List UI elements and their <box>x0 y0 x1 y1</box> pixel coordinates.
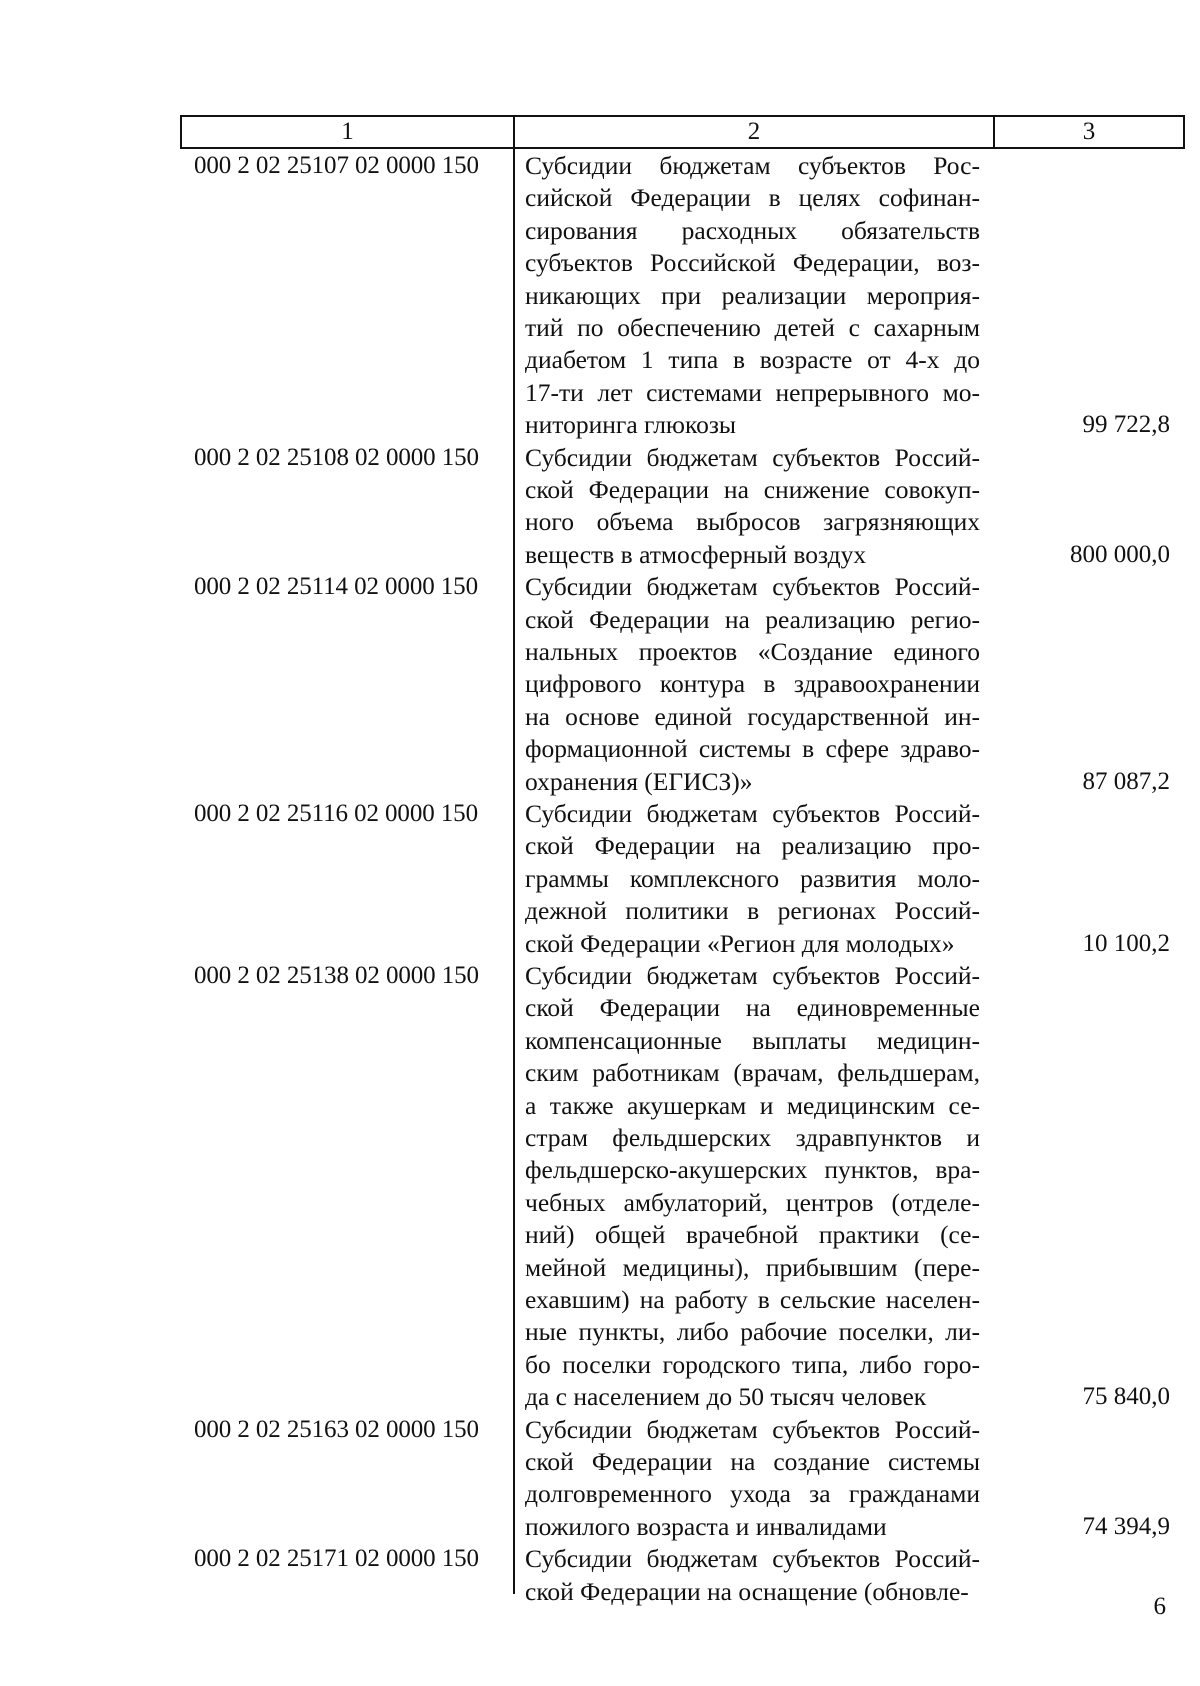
amount: 74 394,9 <box>1082 1512 1170 1540</box>
description-line: чебных амбулаторий, центров (отделе- <box>525 1187 980 1217</box>
description <box>525 150 980 442</box>
column-header-1: 1 <box>341 118 354 145</box>
description-line: ским работникам (врачам, фельдшерам, <box>525 1058 980 1088</box>
table-right-border <box>1183 115 1185 149</box>
description-line: субъектов Российской Федерации, воз- <box>525 248 980 278</box>
description-line: Субсидии бюджетам субъектов Россий- <box>525 961 980 990</box>
table-row <box>0 1414 1200 1544</box>
column-header-2: 2 <box>747 118 761 145</box>
description-line: ской Федерации на оснащение (обновле- <box>525 1576 969 1606</box>
budget-code: 000 2 02 25171 02 0000 150 <box>194 1545 479 1573</box>
description-line: страм фельдшерских здравпунктов и <box>525 1122 980 1152</box>
amount: 75 840,0 <box>1082 1383 1170 1411</box>
description-line: ской Федерации на создание системы <box>525 1446 980 1476</box>
description-line: Субсидии бюджетам субъектов Россий- <box>525 1544 980 1574</box>
table-row <box>0 571 1200 798</box>
description-line: ской Федерации на реализацию регио- <box>525 604 980 634</box>
table-row <box>0 1543 1200 1608</box>
description-line: 17-ти лет системами непрерывного мо- <box>525 377 980 407</box>
description-line: Субсидии бюджетам субъектов Рос- <box>525 151 980 180</box>
description <box>525 571 980 798</box>
description-line: фельдшерско-акушерских пунктов, вра- <box>525 1155 980 1185</box>
description-line: тий по обеспечению детей с сахарным <box>525 312 980 342</box>
amount: 10 100,2 <box>1082 929 1170 957</box>
description-line: долговременного ухода за гражданами <box>525 1479 980 1509</box>
description-line: диабетом 1 типа в возрасте от 4-х до <box>525 345 980 375</box>
amount: 800 000,0 <box>1070 540 1170 568</box>
table-row <box>0 442 1200 572</box>
description-line: бо поселки городского типа, либо горо- <box>525 1349 980 1379</box>
description-line: ного объема выбросов загрязняющих <box>525 507 980 537</box>
header-bottom-border <box>180 147 1185 149</box>
description-line: Субсидии бюджетам субъектов Россий- <box>525 442 980 472</box>
description-line: ний) общей врачебной практики (се- <box>525 1220 980 1250</box>
description <box>525 1543 980 1608</box>
description-line: ской Федерации на реализацию про- <box>525 831 980 861</box>
description-line: охранения (ЕГИСЗ)» <box>525 766 753 796</box>
budget-code: 000 2 02 25138 02 0000 150 <box>194 962 479 989</box>
description-line: Субсидии бюджетам субъектов Россий- <box>525 1414 980 1444</box>
description <box>525 960 980 1413</box>
description-line: ехавшим) на работу в сельские населен- <box>525 1284 980 1314</box>
description-line: ниторинга глюкозы <box>525 410 737 440</box>
description-line: граммы комплексного развития моло- <box>525 863 980 893</box>
page-number: 6 <box>1153 1593 1166 1620</box>
amount: 99 722,8 <box>1082 411 1170 439</box>
description-line: ской Федерации на снижение совокуп- <box>525 474 980 504</box>
description-line: Субсидии бюджетам субъектов Россий- <box>525 799 980 828</box>
description-line: компенсационные выплаты медицин- <box>525 1025 980 1055</box>
description-line: нальных проектов «Создание единого <box>525 636 980 666</box>
description-line: а также акушеркам и медицинским се- <box>525 1090 980 1120</box>
description-line: формационной системы в сфере здраво- <box>525 734 980 764</box>
description-line: Субсидии бюджетам субъектов Россий- <box>525 572 980 602</box>
description-line: да с населением до 50 тысяч человек <box>525 1382 927 1412</box>
description-line: сирования расходных обязательств <box>525 215 980 245</box>
table-row <box>0 150 1200 442</box>
description-line: ской Федерации на единовременные <box>525 993 980 1023</box>
budget-code: 000 2 02 25163 02 0000 150 <box>194 1415 479 1443</box>
description-line: на основе единой государственной ин- <box>525 701 980 731</box>
description-line: пожилого возраста и инвалидами <box>525 1511 887 1541</box>
description-line: никающих при реализации мероприя- <box>525 280 980 310</box>
description <box>525 798 980 960</box>
table-row <box>0 960 1200 1414</box>
description <box>525 442 980 572</box>
description-line: ные пункты, либо рабочие поселки, ли- <box>525 1317 980 1347</box>
column-header-3: 3 <box>1082 118 1096 145</box>
description-line: сийской Федерации в целях софинан- <box>525 183 980 213</box>
budget-code: 000 2 02 25114 02 0000 150 <box>194 573 478 601</box>
description-line: цифрового контура в здравоохранении <box>525 669 980 699</box>
description-line: дежной политики в регионах Россий- <box>525 896 980 926</box>
description-line: веществ в атмосферный воздух <box>525 539 867 569</box>
budget-code: 000 2 02 25108 02 0000 150 <box>194 443 479 471</box>
amount: 87 087,2 <box>1082 767 1170 795</box>
budget-code: 000 2 02 25116 02 0000 150 <box>194 800 478 827</box>
description-line: мейной медицины), прибывшим (пере- <box>525 1252 980 1282</box>
description-line: ской Федерации «Регион для молодых» <box>525 928 955 958</box>
table-row <box>0 798 1200 960</box>
description <box>525 1414 980 1544</box>
budget-code: 000 2 02 25107 02 0000 150 <box>194 152 479 179</box>
